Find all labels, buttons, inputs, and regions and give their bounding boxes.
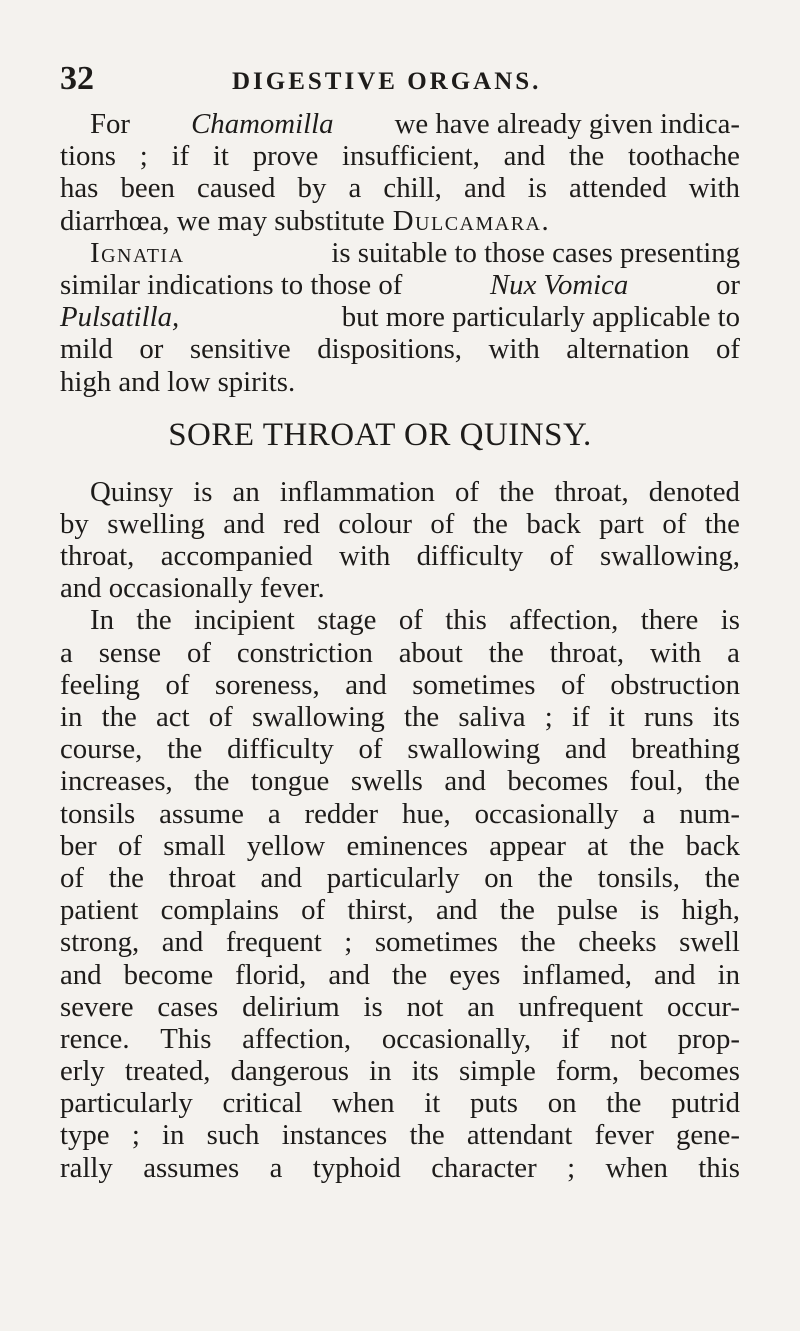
word: has	[60, 172, 99, 205]
word: of	[549, 540, 574, 573]
word: treated,	[124, 1055, 211, 1088]
word: high,	[681, 894, 740, 927]
word: the	[136, 604, 172, 637]
remedy-name: Dulcamara.	[392, 204, 551, 237]
word: of	[455, 475, 480, 508]
word: tonsils	[60, 797, 136, 830]
word: and	[328, 958, 370, 991]
word: In	[90, 604, 114, 637]
word: saliva	[458, 701, 526, 733]
word: its	[712, 701, 740, 733]
word: This	[160, 1022, 212, 1055]
word: attended	[569, 172, 667, 205]
word: fever	[594, 1119, 654, 1152]
word: of	[118, 829, 142, 862]
word: is	[193, 475, 213, 508]
word: inflammation	[279, 475, 435, 508]
word: an	[467, 990, 495, 1023]
word: and	[60, 958, 102, 991]
text-line	[60, 1152, 740, 1184]
word: accompanied	[160, 540, 313, 573]
word: when	[605, 1151, 668, 1184]
word: the	[537, 861, 573, 894]
word: constriction	[236, 636, 373, 669]
word: the	[499, 475, 535, 508]
word: with	[488, 333, 540, 366]
word: act	[156, 701, 190, 733]
text-line	[60, 926, 740, 958]
word: Quinsy	[90, 475, 174, 508]
word: chill,	[383, 172, 442, 205]
word: of	[208, 701, 233, 733]
word: red	[283, 507, 320, 540]
text-line	[60, 862, 740, 894]
word: occasionally,	[381, 1022, 532, 1055]
word: throat	[168, 861, 236, 894]
word: affection,	[509, 604, 619, 637]
text-line	[60, 476, 740, 508]
word: swallowing	[407, 733, 541, 766]
word: and	[463, 172, 506, 205]
word: increases,	[60, 765, 173, 798]
word: this	[698, 1151, 740, 1184]
word: course,	[60, 733, 143, 766]
word: occur-	[666, 990, 740, 1023]
word: of	[60, 861, 84, 894]
word: assume	[159, 797, 244, 830]
word: difficulty	[227, 733, 334, 766]
word: cheeks	[578, 926, 657, 959]
word: of	[430, 507, 455, 540]
word: there	[640, 604, 699, 637]
word: putrid	[671, 1087, 740, 1120]
word: throat,	[60, 540, 135, 573]
text-line	[60, 959, 740, 991]
word: part	[599, 507, 644, 540]
word: rally	[60, 1151, 113, 1184]
word: character	[431, 1151, 537, 1184]
word: a	[267, 797, 281, 830]
word: appear	[489, 829, 566, 862]
word: a	[348, 172, 362, 205]
word: hue,	[401, 797, 451, 830]
word: the	[520, 926, 556, 959]
word: about	[398, 636, 463, 669]
word: simple	[458, 1055, 536, 1088]
word: sometimes	[374, 926, 499, 959]
text-line	[60, 1119, 740, 1151]
paragraph-ignatia	[60, 237, 740, 398]
word: sometimes	[412, 668, 536, 701]
word: of	[186, 636, 211, 669]
word: the	[704, 765, 740, 798]
word: frequent	[225, 926, 322, 959]
word: occasionally	[474, 797, 619, 830]
text-line	[60, 733, 740, 765]
word: difficulty	[416, 540, 524, 573]
word: particularly	[60, 1087, 193, 1120]
text-line	[60, 1055, 740, 1087]
word: of	[662, 507, 687, 540]
word: ;	[131, 1119, 140, 1152]
remedy-name: Nux Vomica	[489, 268, 629, 301]
word: in	[162, 1119, 185, 1152]
word: if	[571, 701, 590, 733]
word: the	[101, 701, 137, 733]
word: toothache	[627, 140, 740, 173]
word: and	[161, 926, 204, 959]
word: prove	[252, 140, 319, 173]
word: throat,	[549, 636, 625, 669]
word: in	[717, 958, 740, 991]
text-line: high and low spirits.	[60, 365, 296, 398]
word: sensitive	[189, 333, 291, 366]
word: a	[727, 636, 740, 669]
word: not	[610, 1022, 647, 1055]
word: is	[363, 990, 383, 1023]
word: when	[332, 1087, 395, 1120]
word: not	[406, 990, 444, 1023]
word: on	[547, 1087, 577, 1120]
word: a	[60, 636, 73, 669]
word: or	[139, 333, 164, 366]
word: of	[715, 333, 740, 366]
word: feeling	[60, 668, 140, 701]
text-line	[60, 991, 740, 1023]
paragraph-chamomilla	[60, 108, 740, 237]
word: colour	[338, 507, 412, 540]
word: the	[569, 140, 605, 173]
word: and	[653, 958, 696, 991]
word: if	[171, 140, 190, 173]
word: patient	[60, 894, 139, 927]
word: mild	[60, 333, 113, 366]
word: by	[297, 172, 327, 205]
word: such	[206, 1119, 260, 1152]
word: is	[640, 894, 660, 927]
word: prop-	[677, 1022, 740, 1055]
word: runs	[643, 701, 694, 733]
word: with	[339, 540, 391, 573]
section-heading: SORE THROAT OR QUINSY.	[168, 416, 592, 453]
text-line	[60, 830, 740, 862]
word: the	[629, 829, 665, 862]
word: the	[704, 861, 740, 894]
word: it	[608, 701, 625, 733]
word: attendant	[466, 1119, 573, 1152]
word: type	[60, 1119, 110, 1152]
text-line	[60, 333, 740, 365]
text-line: similar indications to those of Nux Vomica or	[60, 268, 740, 301]
word: and	[444, 765, 486, 798]
word: sense	[98, 636, 162, 669]
word: foul,	[629, 765, 684, 798]
word: of	[165, 668, 190, 701]
word: typhoid	[312, 1151, 401, 1184]
word: the	[403, 701, 440, 733]
word: and	[435, 894, 478, 927]
text-line	[60, 701, 740, 733]
page-header	[60, 60, 740, 100]
word: the	[704, 507, 740, 540]
word: with	[650, 636, 702, 669]
word: num-	[679, 797, 740, 830]
word: in	[369, 1055, 392, 1088]
word: ber	[60, 829, 97, 862]
word: denoted	[648, 475, 740, 508]
word: ;	[567, 1151, 576, 1184]
word: of	[398, 604, 423, 637]
word: complains	[160, 894, 279, 927]
word: insufficient,	[342, 140, 480, 173]
text-line: For Chamomilla we have already given indica-	[90, 108, 740, 140]
word: swelling	[107, 507, 205, 540]
word: severe	[60, 990, 134, 1023]
word: a	[642, 797, 656, 830]
word: ;	[139, 140, 148, 173]
word: delirium	[242, 990, 340, 1023]
word: yellow	[246, 829, 326, 862]
word: tions	[60, 140, 117, 173]
word: at	[587, 829, 608, 862]
word: this	[445, 604, 487, 637]
word: redder	[304, 797, 379, 830]
word: the	[488, 636, 524, 669]
word: form,	[555, 1055, 620, 1088]
word: is	[720, 604, 740, 637]
word: eyes	[449, 958, 501, 991]
text-line	[60, 798, 740, 830]
word: florid,	[235, 958, 307, 991]
word: of	[560, 668, 585, 701]
word: affection,	[242, 1022, 352, 1055]
word: been	[120, 172, 175, 205]
word: in	[60, 701, 83, 733]
word: incipient	[194, 604, 295, 637]
word: rence.	[60, 1022, 130, 1055]
word: erly	[60, 1055, 105, 1088]
word: of	[301, 894, 326, 927]
word: and	[260, 861, 303, 894]
word: it	[424, 1087, 441, 1120]
paragraph-symptoms	[60, 604, 740, 1183]
word: throat,	[554, 475, 629, 508]
word: is	[527, 172, 547, 205]
remedy-name: Pulsatilla,	[60, 301, 180, 334]
word: the	[472, 507, 508, 540]
word: an	[232, 475, 260, 508]
word: back	[685, 829, 740, 862]
word: the	[194, 765, 230, 798]
word: instances	[281, 1119, 388, 1152]
word: if	[561, 1022, 580, 1055]
word: ;	[544, 701, 553, 733]
text-line: Pulsatilla, but more particularly applicable to	[60, 301, 740, 334]
word: becomes	[639, 1055, 740, 1088]
word: critical	[222, 1087, 303, 1120]
word: swallowing,	[600, 540, 740, 573]
text-line	[60, 765, 740, 797]
text-line	[60, 894, 740, 926]
word: stage	[317, 604, 377, 637]
word: swell	[679, 926, 740, 959]
word: caused	[197, 172, 276, 205]
page-body	[60, 108, 740, 1184]
word: pulse	[557, 894, 618, 927]
page-number: 32	[60, 60, 94, 97]
word: the	[409, 1119, 445, 1152]
word: dispositions,	[317, 333, 463, 366]
word: dangerous	[230, 1055, 349, 1088]
word: small	[163, 829, 226, 862]
word: inflamed,	[522, 958, 632, 991]
word: on	[484, 861, 513, 894]
word: and	[564, 733, 607, 766]
word: alternation	[566, 333, 690, 366]
word: tonsils,	[597, 861, 681, 894]
text-line	[60, 637, 740, 669]
word: by	[60, 507, 89, 540]
word: tongue	[250, 765, 330, 798]
word: unfrequent	[518, 990, 644, 1023]
word: the	[606, 1087, 642, 1120]
text-line	[60, 172, 740, 204]
text-line	[60, 1023, 740, 1055]
word: of	[358, 733, 383, 766]
word: the	[167, 733, 203, 766]
word: swallowing	[251, 701, 385, 733]
word: and	[223, 507, 265, 540]
text-line	[60, 540, 740, 572]
text-line	[60, 669, 740, 701]
word: strong,	[60, 926, 140, 959]
word: particularly	[326, 861, 460, 894]
word: become	[123, 958, 214, 991]
word: breathing	[631, 733, 740, 766]
word: gene-	[676, 1119, 740, 1152]
word: the	[499, 894, 535, 927]
text-line	[60, 604, 740, 636]
text-line	[60, 140, 740, 172]
word: obstruction	[610, 668, 740, 701]
word: thirst,	[347, 894, 414, 927]
word: eminences	[346, 829, 468, 862]
word: swells	[350, 765, 423, 798]
word: back	[526, 507, 581, 540]
word: with	[688, 172, 740, 205]
word: the	[391, 958, 428, 991]
word: and	[345, 668, 387, 701]
word: the	[108, 861, 144, 894]
word: cases	[157, 990, 219, 1023]
word: a	[269, 1151, 283, 1184]
text-line	[60, 1087, 740, 1119]
text-line: Ignatia is suitable to those cases presenting	[90, 236, 740, 269]
paragraph-quinsy-definition	[60, 476, 740, 605]
word: its	[411, 1055, 439, 1088]
word: puts	[470, 1087, 519, 1120]
remedy-name: Chamomilla	[191, 108, 334, 140]
text-line	[60, 508, 740, 540]
word: ;	[344, 926, 353, 959]
text-line: and occasionally fever.	[60, 572, 325, 605]
remedy-name: Ignatia	[90, 236, 185, 269]
word: soreness,	[214, 668, 320, 701]
word: assumes	[143, 1151, 240, 1184]
running-title: DIGESTIVE ORGANS.	[232, 68, 542, 95]
word: becomes	[507, 765, 609, 798]
text-line: diarrhœa, we may substitute Dulcamara.	[60, 204, 551, 237]
word: and	[503, 140, 546, 173]
word: it	[212, 140, 229, 173]
